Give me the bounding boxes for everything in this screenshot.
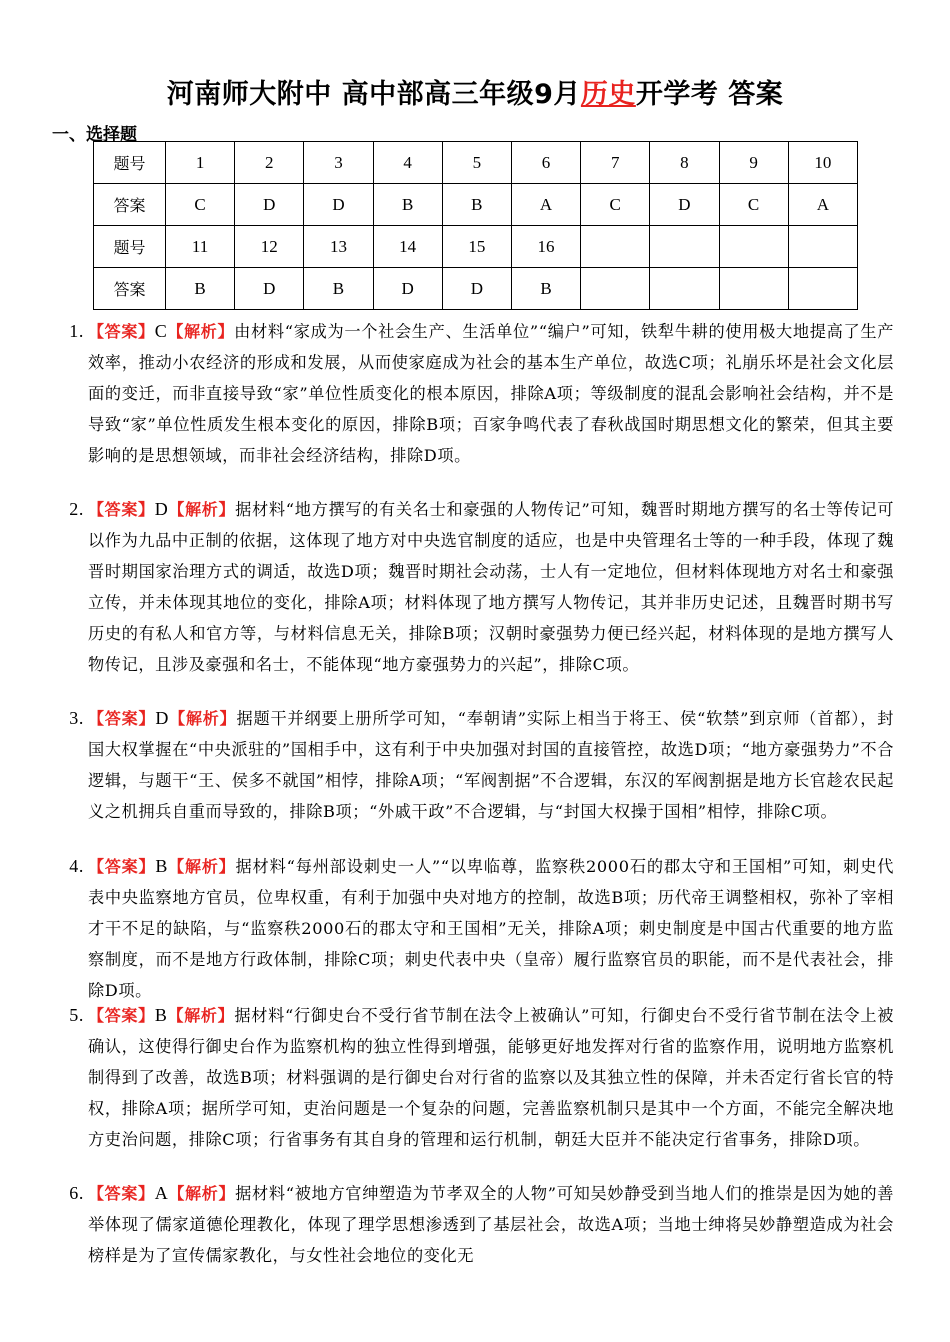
analysis-tag: 【解析】: [167, 1006, 235, 1025]
answer-tag: 【答案】: [88, 709, 156, 728]
table-cell: 9: [719, 142, 788, 184]
title-subject: 历史: [580, 79, 636, 110]
question-item: [69, 316, 894, 471]
answer-tag: 【答案】: [88, 500, 155, 519]
row-label-number: 题号: [94, 142, 166, 184]
analysis-tag: 【解析】: [168, 500, 236, 519]
question-item: [69, 1178, 894, 1271]
table-cell: [788, 226, 857, 268]
table-cell: 13: [304, 226, 373, 268]
table-cell: [581, 268, 650, 310]
section-heading: 一、选择题: [52, 125, 137, 145]
table-cell: [650, 268, 719, 310]
answer-table: [93, 141, 858, 310]
analysis-text: 据材料“地方撰写的有关名士和豪强的人物传记”可知，魏晋时期地方撰写的名士等传记可以作为九品中正制的依据，这体现了地方对中央选官制度的适应，也是中央管理名士等的一种手段，体现了魏晋时期国家治理方式的调适，故选D项；魏晋时期社会动荡，士人有一定地位，但材料体现地方对名士和豪强立传，并未体现其地位的变化，排除A项；材料体现了地方撰写人物传记，其并非历史记述，且魏晋时期书写历史的有私人和官方等，与材料信息无关，排除B项；汉朝时豪强势力便已经兴起，材料体现的是地方撰写人物传记，且涉及豪强和名士，不能体现“地方豪强势力的兴起”，排除C项。: [88, 500, 894, 674]
table-cell: 4: [373, 142, 442, 184]
table-cell: 12: [235, 226, 304, 268]
table-cell: 1: [166, 142, 235, 184]
table-cell: 8: [650, 142, 719, 184]
row-label-answer: 答案: [94, 268, 166, 310]
table-cell: 10: [788, 142, 857, 184]
question-number: 2.: [69, 499, 84, 519]
analysis-tag: 【解析】: [168, 1184, 236, 1203]
question-item: [69, 703, 894, 827]
table-cell: [788, 268, 857, 310]
table-cell: 3: [304, 142, 373, 184]
answer-letter: D: [155, 708, 169, 728]
table-cell: B: [511, 268, 580, 310]
question-item: [69, 494, 894, 680]
table-cell: 11: [166, 226, 235, 268]
table-cell: B: [304, 268, 373, 310]
table-cell: B: [442, 184, 511, 226]
table-cell: 14: [373, 226, 442, 268]
table-cell: C: [719, 184, 788, 226]
answer-tag: 【答案】: [88, 322, 155, 341]
table-cell: D: [373, 268, 442, 310]
answer-tag: 【答案】: [88, 1006, 155, 1025]
answer-letter: B: [155, 856, 168, 876]
question-item: [69, 851, 895, 1006]
table-cell: [650, 226, 719, 268]
table-cell: 7: [581, 142, 650, 184]
table-cell: A: [788, 184, 857, 226]
table-cell: D: [235, 268, 304, 310]
table-cell: 16: [511, 226, 580, 268]
analysis-text: 据题干并纲要上册所学可知，“奉朝请”实际上相当于将王、侯“软禁”到京师（首都），封国大权掌握在“中央派驻的”国相手中，这有利于中央加强对封国的直接管控，故选D项；“地方豪强势力”不合逻辑，与题干“王、侯多不就国”相悖，排除A项；“军阀割据”不合逻辑，东汉的军阀割据是地方长官趁农民起义之机拥兵自重而导致的，排除B项；“外戚干政”不合逻辑，与“封国大权操于国相”相悖，排除C项。: [88, 709, 894, 821]
question-number: 1.: [69, 321, 84, 341]
answer-letter: D: [154, 499, 169, 519]
table-cell: D: [304, 184, 373, 226]
question-number: 4.: [69, 856, 84, 876]
table-cell: [719, 268, 788, 310]
table-row: [94, 226, 858, 268]
analysis-tag: 【解析】: [168, 709, 237, 728]
page-title: 河南师大附中 高中部高三年级9月历史开学考 答案: [166, 79, 784, 110]
table-cell: B: [166, 268, 235, 310]
analysis-text: 据材料“行御史台不受行省节制在法令上被确认”可知，行御史台不受行省节制在法令上被确认，这使得行御史台作为监察机构的独立性得到增强，能够更好地发挥对行省的监察作用，说明地方监察机制得到了改善，故选B项；材料强调的是行御史台对行省的监察以及其独立性的保障，并未否定行省长官的特权，排除A项；据所学可知，吏治问题是一个复杂的问题，完善监察机制只是其中一个方面，不能完全解决地方吏治问题，排除C项；行省事务有其自身的管理和运行机制，朝廷大臣并不能决定行省事务，排除D项。: [88, 1006, 894, 1149]
analysis-text: 由材料“家成为一个社会生产、生活单位”“编户”可知，铁犁牛耕的使用极大地提高了生产效率，推动小农经济的形成和发展，从而使家庭成为社会的基本生产单位，故选C项；礼崩乐坏是社会文化层面的变迁，而非直接导致“家”单位性质变化的根本原因，排除A项；等级制度的混乱会影响社会结构，并不是导致“家”单位性质发生根本变化的原因，排除B项；百家争鸣代表了春秋战国时期思想文化的繁荣，但其主要影响的是思想领域，而非社会经济结构，排除D项。: [88, 322, 894, 465]
row-label-answer: 答案: [94, 184, 166, 226]
table-cell: 6: [511, 142, 580, 184]
table-cell: D: [650, 184, 719, 226]
table-cell: D: [235, 184, 304, 226]
analysis-tag: 【解析】: [167, 857, 236, 876]
table-cell: A: [511, 184, 580, 226]
row-label-number: 题号: [94, 226, 166, 268]
answer-letter: A: [154, 1183, 169, 1203]
table-cell: [581, 226, 650, 268]
answer-letter: B: [154, 1005, 168, 1025]
table-cell: 5: [442, 142, 511, 184]
table-row: [94, 184, 858, 226]
table-row: [94, 268, 858, 310]
table-cell: C: [581, 184, 650, 226]
question-number: 5.: [69, 1005, 84, 1025]
table-cell: [719, 226, 788, 268]
analysis-tag: 【解析】: [167, 322, 235, 341]
question-number: 6.: [69, 1183, 84, 1203]
answer-tag: 【答案】: [88, 1184, 155, 1203]
table-row: [94, 142, 858, 184]
answer-letter: C: [154, 321, 168, 341]
table-cell: C: [166, 184, 235, 226]
analysis-text: 据材料“每州部设刺史一人”“以卑临尊，监察秩2000石的郡太守和王国相”可知，刺史代表中央监察地方官员，位卑权重，有利于加强中央对地方的控制，故选B项；历代帝王调整相权，弥补了宰相才干不足的缺陷，与“监察秩2000石的郡太守和王国相”无关，排除A项；刺史制度是中国古代重要的地方监察制度，而不是地方行政体制，排除C项；刺史代表中央（皇帝）履行监察官员的职能，而不是代表社会，排除D项。: [88, 857, 895, 1000]
question-item: [69, 1000, 894, 1155]
table-cell: B: [373, 184, 442, 226]
table-cell: D: [442, 268, 511, 310]
analysis-text: 据材料“被地方官绅塑造为节孝双全的人物”可知吴妙静受到当地人们的推崇是因为她的善举体现了儒家道德伦理教化，体现了理学思想渗透到了基层社会，故选A项；当地士绅将吴妙静塑造成为社会榜样是为了宣传儒家教化，与女性社会地位的变化无: [88, 1184, 894, 1265]
question-number: 3.: [69, 708, 84, 728]
table-cell: 2: [235, 142, 304, 184]
table-cell: 15: [442, 226, 511, 268]
answer-tag: 【答案】: [88, 857, 156, 876]
